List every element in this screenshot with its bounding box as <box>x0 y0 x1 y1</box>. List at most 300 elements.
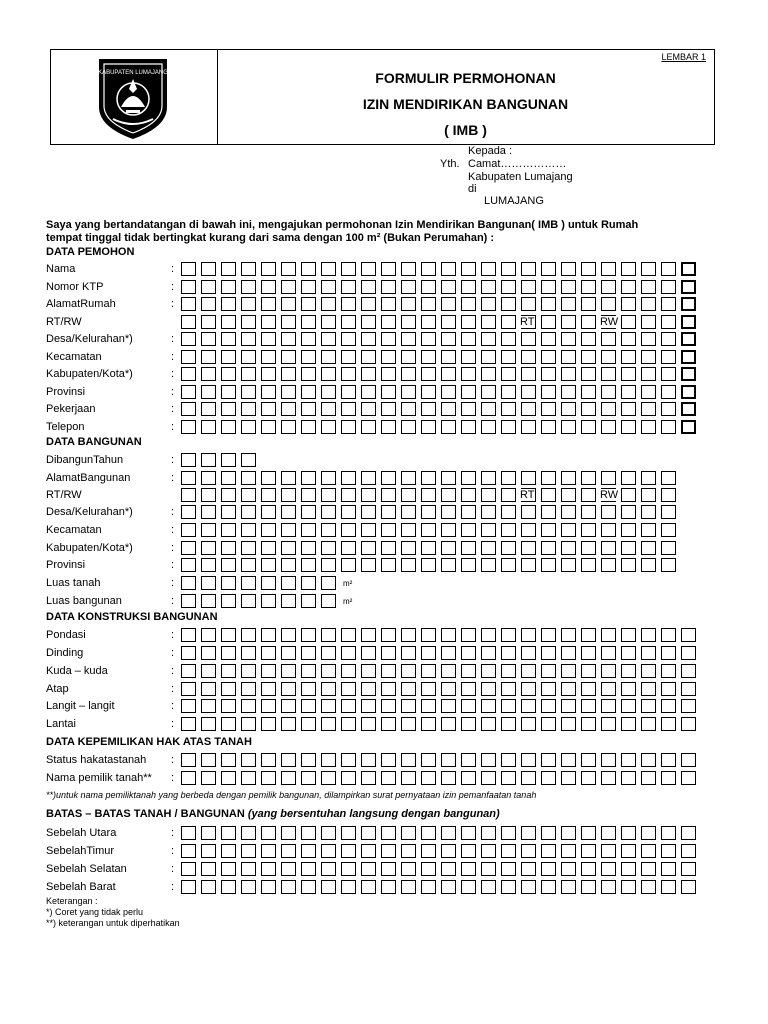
char-box[interactable] <box>341 717 356 731</box>
char-box[interactable] <box>681 717 696 731</box>
char-box[interactable] <box>561 646 576 660</box>
char-box[interactable] <box>181 402 196 416</box>
char-box[interactable] <box>301 262 316 276</box>
char-box[interactable] <box>421 844 436 858</box>
char-box[interactable] <box>201 420 216 434</box>
char-box[interactable] <box>561 753 576 767</box>
char-box[interactable] <box>661 523 676 537</box>
char-box[interactable] <box>481 402 496 416</box>
char-box[interactable] <box>421 880 436 894</box>
char-box[interactable] <box>601 523 616 537</box>
char-box[interactable] <box>481 488 496 502</box>
char-box[interactable] <box>601 771 616 785</box>
char-box[interactable] <box>421 523 436 537</box>
char-box[interactable] <box>201 844 216 858</box>
char-box[interactable] <box>521 385 536 399</box>
char-box[interactable] <box>561 367 576 381</box>
char-box[interactable] <box>361 880 376 894</box>
char-box[interactable] <box>601 717 616 731</box>
char-box[interactable] <box>541 628 556 642</box>
char-box[interactable] <box>541 471 556 485</box>
char-box[interactable] <box>621 385 636 399</box>
char-box[interactable] <box>241 826 256 840</box>
char-box[interactable] <box>281 826 296 840</box>
pemohon-nama-input-boxes[interactable] <box>181 262 701 277</box>
char-box[interactable] <box>181 420 196 434</box>
char-box[interactable] <box>621 315 636 329</box>
char-box[interactable] <box>521 367 536 381</box>
char-box[interactable] <box>421 558 436 572</box>
char-box[interactable] <box>401 628 416 642</box>
char-box[interactable] <box>261 594 276 608</box>
char-box[interactable] <box>481 646 496 660</box>
char-box[interactable] <box>401 826 416 840</box>
batas-barat-input-boxes[interactable] <box>181 880 701 895</box>
char-box[interactable] <box>621 664 636 678</box>
char-box[interactable] <box>321 350 336 364</box>
char-box[interactable] <box>321 297 336 311</box>
char-box[interactable] <box>241 646 256 660</box>
char-box[interactable] <box>501 350 516 364</box>
char-box[interactable] <box>321 541 336 555</box>
char-box[interactable] <box>461 280 476 294</box>
char-box[interactable] <box>601 297 616 311</box>
char-box[interactable] <box>541 826 556 840</box>
char-box[interactable] <box>181 753 196 767</box>
char-box[interactable] <box>641 558 656 572</box>
char-box[interactable] <box>681 826 696 840</box>
char-box[interactable] <box>381 771 396 785</box>
char-box[interactable] <box>321 862 336 876</box>
char-box[interactable] <box>481 315 496 329</box>
char-box[interactable] <box>441 699 456 713</box>
char-box[interactable] <box>581 771 596 785</box>
char-box[interactable] <box>661 332 676 346</box>
char-box[interactable] <box>321 880 336 894</box>
char-box[interactable] <box>241 594 256 608</box>
char-box[interactable] <box>461 385 476 399</box>
char-box[interactable] <box>221 771 236 785</box>
char-box[interactable] <box>661 367 676 381</box>
char-box[interactable] <box>441 315 456 329</box>
char-box[interactable] <box>401 385 416 399</box>
char-box[interactable] <box>681 420 696 434</box>
char-box[interactable] <box>301 523 316 537</box>
char-box[interactable] <box>341 420 356 434</box>
char-box[interactable] <box>281 385 296 399</box>
char-box[interactable] <box>281 505 296 519</box>
char-box[interactable] <box>221 523 236 537</box>
char-box[interactable] <box>441 488 456 502</box>
char-box[interactable] <box>561 682 576 696</box>
char-box[interactable] <box>441 505 456 519</box>
char-box[interactable] <box>261 753 276 767</box>
char-box[interactable] <box>401 646 416 660</box>
char-box[interactable] <box>261 332 276 346</box>
char-box[interactable] <box>681 646 696 660</box>
char-box[interactable] <box>521 332 536 346</box>
char-box[interactable] <box>521 771 536 785</box>
char-box[interactable] <box>421 646 436 660</box>
char-box[interactable] <box>661 646 676 660</box>
char-box[interactable] <box>681 367 696 381</box>
char-box[interactable] <box>621 753 636 767</box>
char-box[interactable] <box>201 880 216 894</box>
char-box[interactable] <box>201 826 216 840</box>
char-box[interactable] <box>561 420 576 434</box>
char-box[interactable] <box>541 367 556 381</box>
char-box[interactable] <box>181 699 196 713</box>
char-box[interactable] <box>221 862 236 876</box>
char-box[interactable] <box>421 505 436 519</box>
char-box[interactable] <box>181 576 196 590</box>
char-box[interactable] <box>241 844 256 858</box>
char-box[interactable] <box>201 771 216 785</box>
char-box[interactable] <box>321 385 336 399</box>
char-box[interactable] <box>281 753 296 767</box>
char-box[interactable] <box>381 664 396 678</box>
char-box[interactable] <box>521 826 536 840</box>
char-box[interactable] <box>241 367 256 381</box>
char-box[interactable] <box>581 844 596 858</box>
char-box[interactable] <box>261 523 276 537</box>
char-box[interactable] <box>681 862 696 876</box>
char-box[interactable] <box>401 753 416 767</box>
char-box[interactable] <box>501 315 516 329</box>
char-box[interactable] <box>601 420 616 434</box>
char-box[interactable] <box>681 402 696 416</box>
char-box[interactable] <box>461 505 476 519</box>
char-box[interactable] <box>401 862 416 876</box>
char-box[interactable] <box>481 844 496 858</box>
char-box[interactable] <box>341 862 356 876</box>
char-box[interactable] <box>341 315 356 329</box>
char-box[interactable] <box>181 664 196 678</box>
char-box[interactable] <box>381 541 396 555</box>
char-box[interactable] <box>521 880 536 894</box>
char-box[interactable] <box>261 664 276 678</box>
char-box[interactable] <box>481 771 496 785</box>
char-box[interactable] <box>561 717 576 731</box>
char-box[interactable] <box>481 628 496 642</box>
char-box[interactable] <box>381 682 396 696</box>
char-box[interactable] <box>661 682 676 696</box>
char-box[interactable] <box>421 628 436 642</box>
char-box[interactable] <box>321 699 336 713</box>
char-box[interactable] <box>381 332 396 346</box>
char-box[interactable] <box>461 664 476 678</box>
char-box[interactable] <box>461 471 476 485</box>
char-box[interactable] <box>621 717 636 731</box>
char-box[interactable] <box>561 771 576 785</box>
char-box[interactable] <box>381 471 396 485</box>
char-box[interactable] <box>381 862 396 876</box>
char-box[interactable] <box>441 402 456 416</box>
char-box[interactable] <box>561 664 576 678</box>
char-box[interactable] <box>401 367 416 381</box>
char-box[interactable] <box>541 420 556 434</box>
pemohon-nomor-ktp-input-boxes[interactable] <box>181 280 701 295</box>
char-box[interactable] <box>441 297 456 311</box>
char-box[interactable] <box>561 628 576 642</box>
char-box[interactable] <box>181 385 196 399</box>
char-box[interactable] <box>521 280 536 294</box>
char-box[interactable] <box>301 664 316 678</box>
char-box[interactable] <box>181 280 196 294</box>
char-box[interactable] <box>681 297 696 311</box>
char-box[interactable] <box>601 262 616 276</box>
char-box[interactable] <box>421 541 436 555</box>
char-box[interactable] <box>201 505 216 519</box>
char-box[interactable] <box>221 576 236 590</box>
bangunan-dibangun-tahun-input-boxes[interactable] <box>181 453 261 468</box>
char-box[interactable] <box>341 664 356 678</box>
char-box[interactable] <box>221 420 236 434</box>
char-box[interactable] <box>661 505 676 519</box>
char-box[interactable] <box>541 664 556 678</box>
char-box[interactable] <box>501 753 516 767</box>
char-box[interactable] <box>401 297 416 311</box>
char-box[interactable] <box>621 262 636 276</box>
char-box[interactable] <box>481 332 496 346</box>
char-box[interactable] <box>501 420 516 434</box>
char-box[interactable] <box>641 505 656 519</box>
char-box[interactable] <box>301 367 316 381</box>
char-box[interactable] <box>401 471 416 485</box>
char-box[interactable] <box>281 844 296 858</box>
char-box[interactable] <box>281 280 296 294</box>
char-box[interactable] <box>501 646 516 660</box>
char-box[interactable] <box>401 488 416 502</box>
char-box[interactable] <box>621 332 636 346</box>
char-box[interactable] <box>321 420 336 434</box>
char-box[interactable] <box>461 862 476 876</box>
char-box[interactable] <box>481 558 496 572</box>
char-box[interactable] <box>181 488 196 502</box>
char-box[interactable] <box>541 385 556 399</box>
char-box[interactable] <box>521 682 536 696</box>
char-box[interactable] <box>321 682 336 696</box>
char-box[interactable] <box>461 880 476 894</box>
char-box[interactable] <box>361 771 376 785</box>
char-box[interactable] <box>261 826 276 840</box>
char-box[interactable] <box>641 262 656 276</box>
char-box[interactable] <box>661 297 676 311</box>
char-box[interactable] <box>361 844 376 858</box>
char-box[interactable] <box>441 682 456 696</box>
char-box[interactable] <box>481 753 496 767</box>
char-box[interactable] <box>441 471 456 485</box>
char-box[interactable] <box>421 664 436 678</box>
char-box[interactable] <box>581 297 596 311</box>
char-box[interactable] <box>581 385 596 399</box>
char-box[interactable] <box>681 332 696 346</box>
char-box[interactable] <box>221 880 236 894</box>
char-box[interactable] <box>601 385 616 399</box>
char-box[interactable] <box>641 367 656 381</box>
char-box[interactable] <box>361 523 376 537</box>
char-box[interactable] <box>341 628 356 642</box>
char-box[interactable] <box>461 315 476 329</box>
char-box[interactable] <box>221 682 236 696</box>
char-box[interactable] <box>541 862 556 876</box>
char-box[interactable] <box>661 402 676 416</box>
char-box[interactable] <box>681 682 696 696</box>
char-box[interactable] <box>461 541 476 555</box>
char-box[interactable] <box>481 717 496 731</box>
char-box[interactable] <box>421 367 436 381</box>
char-box[interactable] <box>321 280 336 294</box>
char-box[interactable] <box>581 541 596 555</box>
char-box[interactable] <box>201 541 216 555</box>
char-box[interactable] <box>561 505 576 519</box>
char-box[interactable] <box>401 682 416 696</box>
char-box[interactable] <box>521 297 536 311</box>
char-box[interactable] <box>361 420 376 434</box>
char-box[interactable] <box>401 350 416 364</box>
kepemilikan-nama-pemilik-input-boxes[interactable] <box>181 771 701 786</box>
char-box[interactable] <box>461 646 476 660</box>
char-box[interactable] <box>221 488 236 502</box>
char-box[interactable] <box>641 771 656 785</box>
char-box[interactable] <box>201 682 216 696</box>
char-box[interactable] <box>201 717 216 731</box>
char-box[interactable] <box>221 332 236 346</box>
char-box[interactable] <box>241 880 256 894</box>
char-box[interactable] <box>341 699 356 713</box>
char-box[interactable] <box>241 262 256 276</box>
char-box[interactable] <box>201 297 216 311</box>
char-box[interactable] <box>401 332 416 346</box>
char-box[interactable] <box>201 315 216 329</box>
char-box[interactable] <box>621 826 636 840</box>
char-box[interactable] <box>581 332 596 346</box>
char-box[interactable] <box>541 558 556 572</box>
char-box[interactable] <box>221 628 236 642</box>
char-box[interactable] <box>641 280 656 294</box>
char-box[interactable] <box>181 594 196 608</box>
char-box[interactable] <box>481 280 496 294</box>
char-box[interactable] <box>241 402 256 416</box>
char-box[interactable] <box>281 576 296 590</box>
char-box[interactable] <box>301 646 316 660</box>
char-box[interactable] <box>661 262 676 276</box>
char-box[interactable] <box>221 826 236 840</box>
char-box[interactable] <box>261 771 276 785</box>
char-box[interactable] <box>441 280 456 294</box>
char-box[interactable] <box>641 350 656 364</box>
char-box[interactable] <box>561 541 576 555</box>
char-box[interactable] <box>501 771 516 785</box>
char-box[interactable] <box>501 505 516 519</box>
char-box[interactable] <box>181 880 196 894</box>
char-box[interactable] <box>241 315 256 329</box>
char-box[interactable] <box>361 332 376 346</box>
char-box[interactable] <box>621 350 636 364</box>
char-box[interactable] <box>361 367 376 381</box>
char-box[interactable] <box>401 402 416 416</box>
char-box[interactable] <box>341 558 356 572</box>
char-box[interactable] <box>681 664 696 678</box>
char-box[interactable] <box>241 682 256 696</box>
char-box[interactable] <box>561 558 576 572</box>
char-box[interactable] <box>621 471 636 485</box>
char-box[interactable] <box>561 471 576 485</box>
char-box[interactable] <box>601 558 616 572</box>
char-box[interactable] <box>301 558 316 572</box>
char-box[interactable] <box>441 541 456 555</box>
char-box[interactable] <box>341 880 356 894</box>
char-box[interactable] <box>201 453 216 467</box>
char-box[interactable] <box>221 699 236 713</box>
char-box[interactable] <box>661 862 676 876</box>
char-box[interactable] <box>521 664 536 678</box>
batas-selatan-input-boxes[interactable] <box>181 862 701 877</box>
char-box[interactable] <box>221 753 236 767</box>
char-box[interactable] <box>541 262 556 276</box>
char-box[interactable] <box>621 771 636 785</box>
char-box[interactable] <box>221 402 236 416</box>
char-box[interactable] <box>621 367 636 381</box>
char-box[interactable] <box>641 297 656 311</box>
char-box[interactable] <box>581 682 596 696</box>
char-box[interactable] <box>521 523 536 537</box>
char-box[interactable] <box>301 844 316 858</box>
char-box[interactable] <box>361 682 376 696</box>
char-box[interactable] <box>421 315 436 329</box>
char-box[interactable] <box>441 628 456 642</box>
char-box[interactable] <box>361 315 376 329</box>
char-box[interactable] <box>321 844 336 858</box>
char-box[interactable] <box>181 505 196 519</box>
char-box[interactable] <box>541 880 556 894</box>
char-box[interactable] <box>381 628 396 642</box>
char-box[interactable] <box>241 523 256 537</box>
char-box[interactable] <box>201 332 216 346</box>
pemohon-rt-rw-input-boxes[interactable] <box>181 315 701 330</box>
char-box[interactable] <box>541 717 556 731</box>
char-box[interactable] <box>361 350 376 364</box>
char-box[interactable] <box>521 471 536 485</box>
char-box[interactable] <box>581 471 596 485</box>
char-box[interactable] <box>581 664 596 678</box>
char-box[interactable] <box>461 699 476 713</box>
char-box[interactable] <box>381 523 396 537</box>
char-box[interactable] <box>181 367 196 381</box>
char-box[interactable] <box>621 862 636 876</box>
char-box[interactable] <box>301 315 316 329</box>
char-box[interactable] <box>321 646 336 660</box>
konstruksi-langit-langit-input-boxes[interactable] <box>181 699 701 714</box>
char-box[interactable] <box>601 280 616 294</box>
char-box[interactable] <box>221 541 236 555</box>
char-box[interactable] <box>481 367 496 381</box>
char-box[interactable] <box>341 350 356 364</box>
char-box[interactable] <box>421 350 436 364</box>
char-box[interactable] <box>441 664 456 678</box>
char-box[interactable] <box>601 646 616 660</box>
char-box[interactable] <box>341 826 356 840</box>
pemohon-provinsi-input-boxes[interactable] <box>181 385 701 400</box>
char-box[interactable] <box>421 699 436 713</box>
char-box[interactable] <box>421 280 436 294</box>
char-box[interactable] <box>381 297 396 311</box>
char-box[interactable] <box>661 420 676 434</box>
char-box[interactable] <box>361 558 376 572</box>
char-box[interactable] <box>641 880 656 894</box>
char-box[interactable] <box>341 488 356 502</box>
char-box[interactable] <box>381 505 396 519</box>
